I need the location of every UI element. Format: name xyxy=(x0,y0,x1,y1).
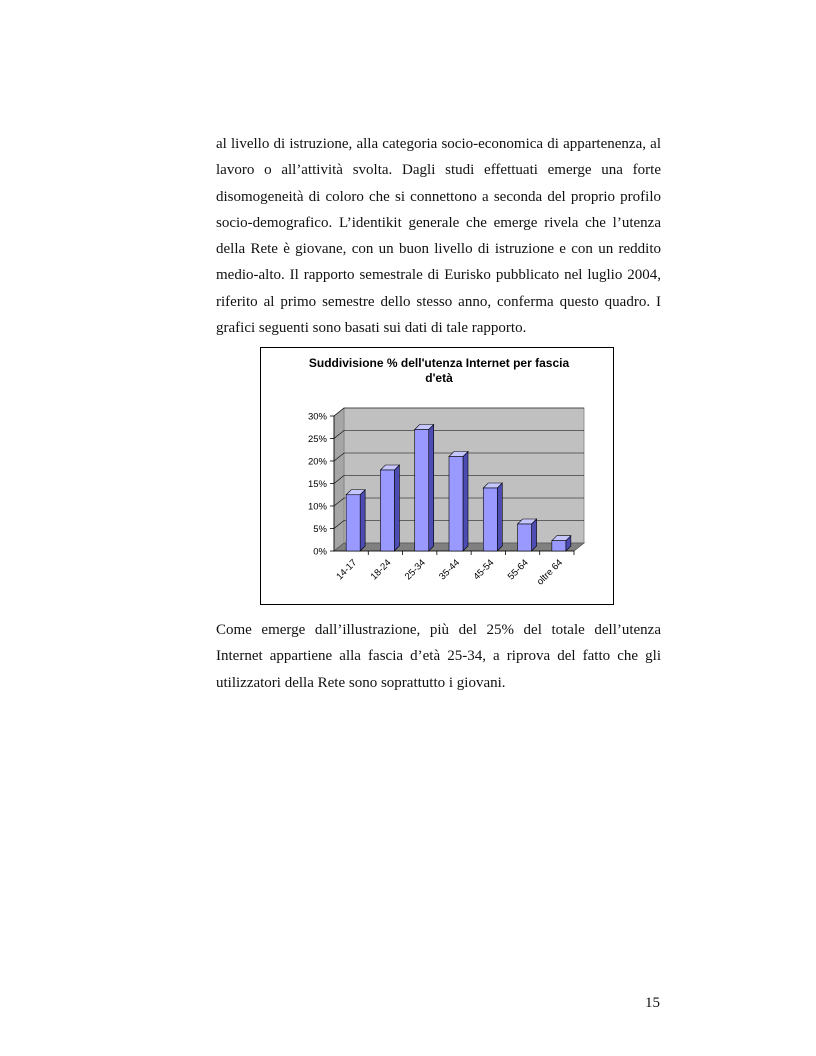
bar-front xyxy=(483,488,497,551)
bar-oltre 64 xyxy=(552,536,571,551)
bar-side xyxy=(497,483,502,551)
bar-14-17 xyxy=(346,490,365,551)
y-tick-label: 10% xyxy=(307,501,327,513)
bar-45-54 xyxy=(483,483,502,551)
x-tick-label: 35-44 xyxy=(437,557,463,583)
body-paragraph-2: Come emerge dall’illustrazione, più del 25% del totale dell’utenza Internet appartiene alla fascia d’età 25-34, a riprova del fatto che gli utilizzatori della Rete sono soprattutto i giovani. xyxy=(216,622,661,691)
bar-18-24 xyxy=(380,465,399,551)
bar-front xyxy=(346,495,360,551)
x-tick-label: 55-64 xyxy=(505,557,531,583)
bar-front xyxy=(518,524,532,551)
page-number: 15 xyxy=(645,995,660,1011)
bar-25-34 xyxy=(415,425,434,552)
y-tick-label: 0% xyxy=(313,546,327,558)
bar-side xyxy=(394,465,399,551)
y-tick-label: 15% xyxy=(307,479,327,490)
bar-front xyxy=(380,470,394,551)
age-distribution-chart xyxy=(260,347,614,605)
bar-side xyxy=(532,519,537,551)
bar-front xyxy=(449,457,463,552)
bar-55-64 xyxy=(518,519,537,551)
x-tick-label: 45-54 xyxy=(471,557,497,583)
body-paragraph-1: al livello di istruzione, alla categoria socio-economica di appartenenza, al lavoro o all’attività svolta. Dagli studi effettuati emerge una forte disomogeneità di coloro che si connettono a seconda del proprio profilo socio-demografico. L’identikit generale che emerge rivela che l’utenza della Rete è giovane, con un buon livello di istruzione e con un reddito medio-alto. Il rapporto semestrale di Eurisko pubblicato nel luglio 2004, riferito al primo semestre dello stesso anno, conferma questo quadro. I grafici seguenti sono basati sui dati di tale rapporto. xyxy=(216,136,661,337)
bar-side xyxy=(360,490,365,551)
x-tick-label: oltre 64 xyxy=(534,557,565,588)
bar-front xyxy=(415,430,429,552)
chart-title-line-2: d'età xyxy=(425,371,453,385)
chart-title-line-1: Suddivisione % dell'utenza Internet per fascia xyxy=(308,356,570,370)
y-tick-label: 20% xyxy=(307,456,327,468)
y-tick-label: 30% xyxy=(307,411,327,423)
bar-front xyxy=(552,541,566,551)
bar-side xyxy=(463,452,468,552)
chart-svg xyxy=(261,348,613,604)
bar-35-44 xyxy=(449,452,468,552)
y-tick-label: 25% xyxy=(307,434,327,445)
x-tick-label: 18-24 xyxy=(368,557,394,583)
bar-side xyxy=(429,425,434,552)
y-tick-label: 5% xyxy=(313,524,327,535)
x-tick-label: 14-17 xyxy=(334,557,360,583)
x-tick-label: 25-34 xyxy=(402,557,428,583)
